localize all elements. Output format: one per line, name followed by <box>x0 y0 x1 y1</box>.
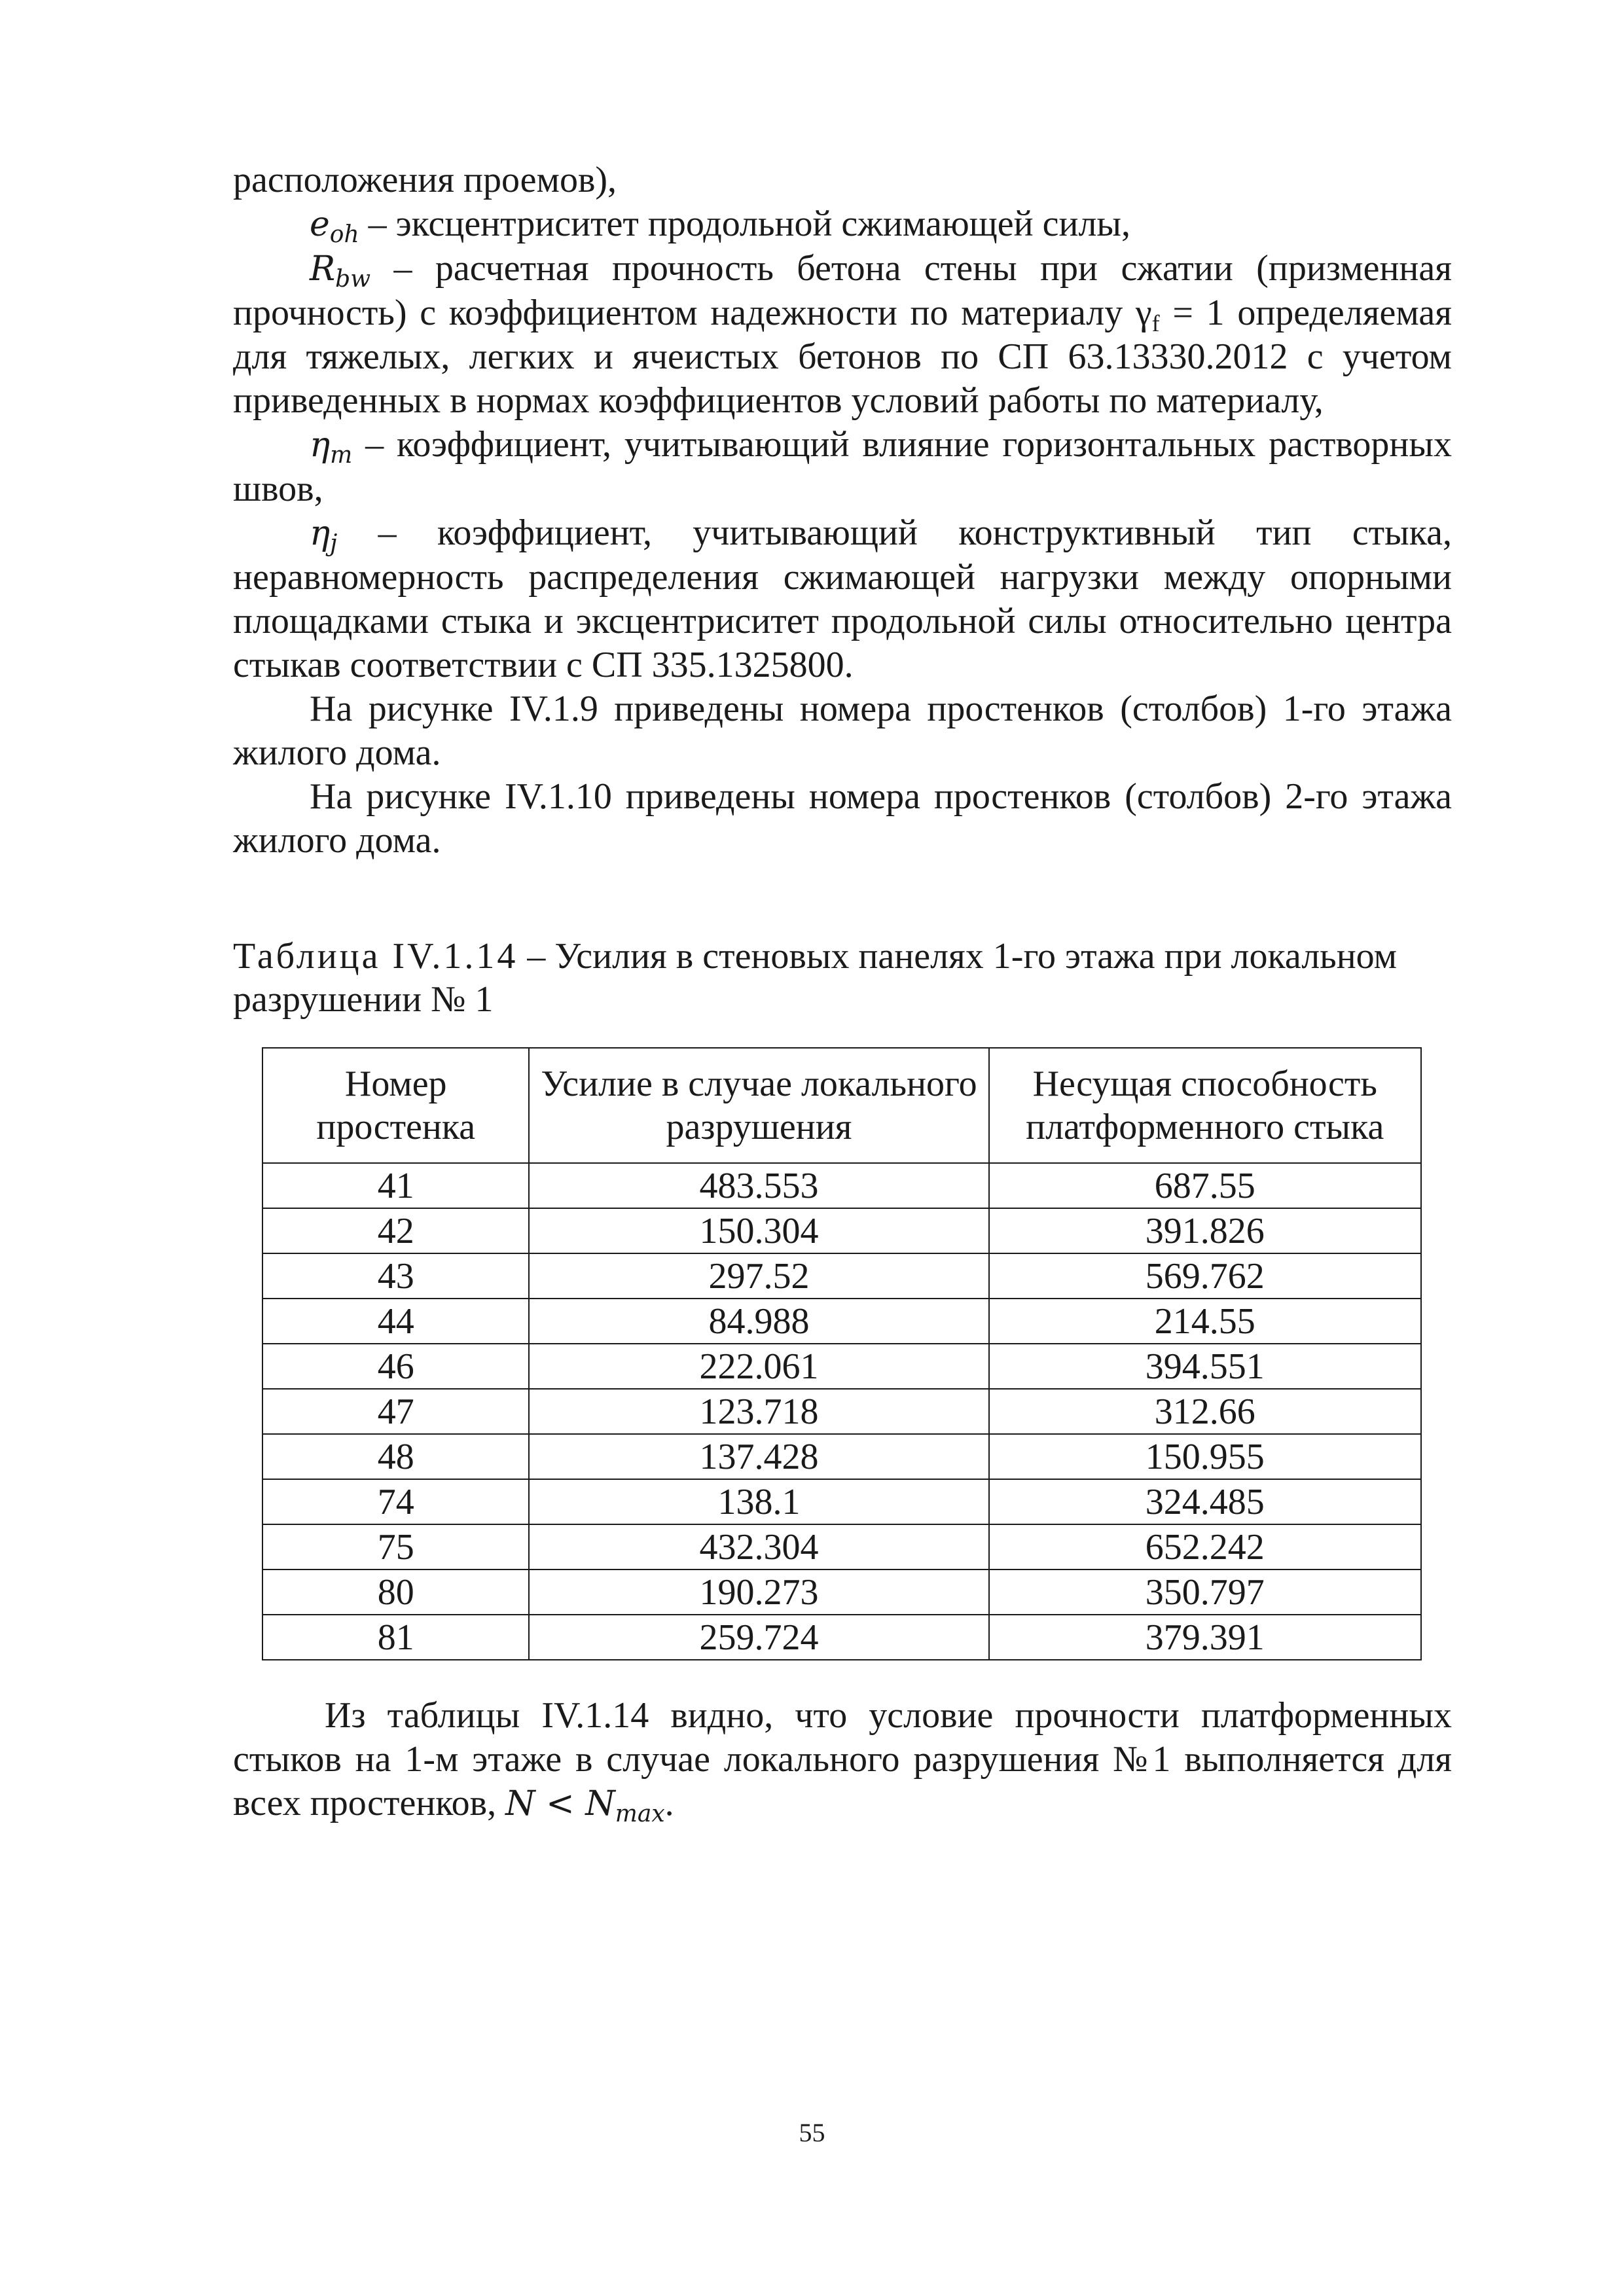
cell-force: 259.724 <box>529 1615 988 1660</box>
cell-pier: 44 <box>262 1299 529 1344</box>
definition-rbw: $R_{bw}$ – расчетная прочность бетона стены при сжатии (призменная прочность) с коэффициентом надежности по материалу $\gamma_f = 1$ определяемая для тяжелых, легких и ячеистых бетонов по СП 63.13330.2012 с учетом приведенных в нормах коэффициентов условий работы по материалу, <box>233 248 1452 421</box>
cell-capacity: 312.66 <box>989 1389 1422 1434</box>
cell-capacity: 391.826 <box>989 1208 1422 1253</box>
cell-force: 190.273 <box>529 1570 988 1615</box>
symbol-eta-m: $\eta_m$ <box>310 425 353 469</box>
table-row <box>262 1208 1421 1253</box>
cell-capacity: 214.55 <box>989 1299 1422 1344</box>
cell-capacity: 569.762 <box>989 1253 1422 1299</box>
table-row <box>262 1615 1421 1660</box>
header-force: Усилие в случае локального разрушения <box>529 1048 988 1163</box>
conclusion-paragraph: Из таблицы IV.1.14 видно, что условие прочности платформенных стыков на 1-м этаже в случае локального разрушения №1 выполняется для всех простенков, $N < N_{max}$. <box>233 1695 1452 1827</box>
cell-pier: 80 <box>262 1570 529 1615</box>
cell-capacity: 379.391 <box>989 1615 1422 1660</box>
cell-capacity: 394.551 <box>989 1344 1422 1389</box>
table-caption: Таблица IV.1.14 – Усилия в стеновых панелях 1-го этажа при локальном разрушении № 1 <box>233 936 1398 1020</box>
table-row <box>262 1570 1421 1615</box>
cell-capacity: 324.485 <box>989 1479 1422 1524</box>
page-number: 55 <box>799 2118 825 2147</box>
cell-pier: 74 <box>262 1479 529 1524</box>
body-text <box>233 158 1452 863</box>
definition-eoh: $e_{oh}$ – эксцентриситет продольной сжимающей силы, <box>310 204 1131 248</box>
cell-force: 123.718 <box>529 1389 988 1434</box>
table-header-row <box>262 1048 1421 1163</box>
symbol-gamma-f: $\gamma_f = 1$ <box>1135 293 1225 336</box>
cell-force: 432.304 <box>529 1524 988 1570</box>
cell-force: 138.1 <box>529 1479 988 1524</box>
table-row <box>262 1163 1421 1208</box>
cell-pier: 81 <box>262 1615 529 1660</box>
table-row <box>262 1434 1421 1479</box>
cell-pier: 46 <box>262 1344 529 1389</box>
cell-pier: 47 <box>262 1389 529 1434</box>
forces-table <box>262 1047 1422 1660</box>
header-pier-number: Номер простенка <box>262 1048 529 1163</box>
cell-capacity: 150.955 <box>989 1434 1422 1479</box>
cell-pier: 48 <box>262 1434 529 1479</box>
cell-capacity: 652.242 <box>989 1524 1422 1570</box>
symbol-r-bw: $R_{bw}$ <box>310 249 371 293</box>
cell-force: 297.52 <box>529 1253 988 1299</box>
cell-pier: 75 <box>262 1524 529 1570</box>
table-row <box>262 1524 1421 1570</box>
cell-pier: 41 <box>262 1163 529 1208</box>
cell-capacity: 350.797 <box>989 1570 1422 1615</box>
definition-eta-j: $\eta_j$ – коэффициент, учитывающий конструктивный тип стыка, неравномерность распределения сжимающей нагрузки между опорными площадками стыка и эксцентриситет продольной силы относительно центра стыкав соответствии с СП 335.1325800. <box>233 512 1452 685</box>
paragraph-figure-1-10: На рисунке IV.1.10 приведены номера простенков (столбов) 2-го этажа жилого дома. <box>233 776 1452 861</box>
definition-eta-m: $\eta_m$ – коэффициент, учитывающий влияние горизонтальных растворных швов, <box>233 424 1452 509</box>
cell-pier: 43 <box>262 1253 529 1299</box>
symbol-eta-j: $\eta_j$ <box>310 514 338 557</box>
table-row <box>262 1389 1421 1434</box>
header-capacity: Несущая способность платформенного стыка <box>989 1048 1422 1163</box>
table-row <box>262 1344 1421 1389</box>
inequality-n-lt-nmax: $N < N_{max}$ <box>505 1784 665 1827</box>
cell-force: 84.988 <box>529 1299 988 1344</box>
cell-force: 483.553 <box>529 1163 988 1208</box>
table-row <box>262 1299 1421 1344</box>
cell-pier: 42 <box>262 1208 529 1253</box>
cell-force: 150.304 <box>529 1208 988 1253</box>
table-row <box>262 1479 1421 1524</box>
table-row <box>262 1253 1421 1299</box>
cell-capacity: 687.55 <box>989 1163 1422 1208</box>
cell-force: 222.061 <box>529 1344 988 1389</box>
symbol-e-oh: $e_{oh}$ <box>310 205 359 248</box>
paragraph-figure-1-9: На рисунке IV.1.9 приведены номера простенков (столбов) 1-го этажа жилого дома. <box>233 689 1452 773</box>
paragraph-openings: расположения проемов), <box>233 160 617 200</box>
cell-force: 137.428 <box>529 1434 988 1479</box>
